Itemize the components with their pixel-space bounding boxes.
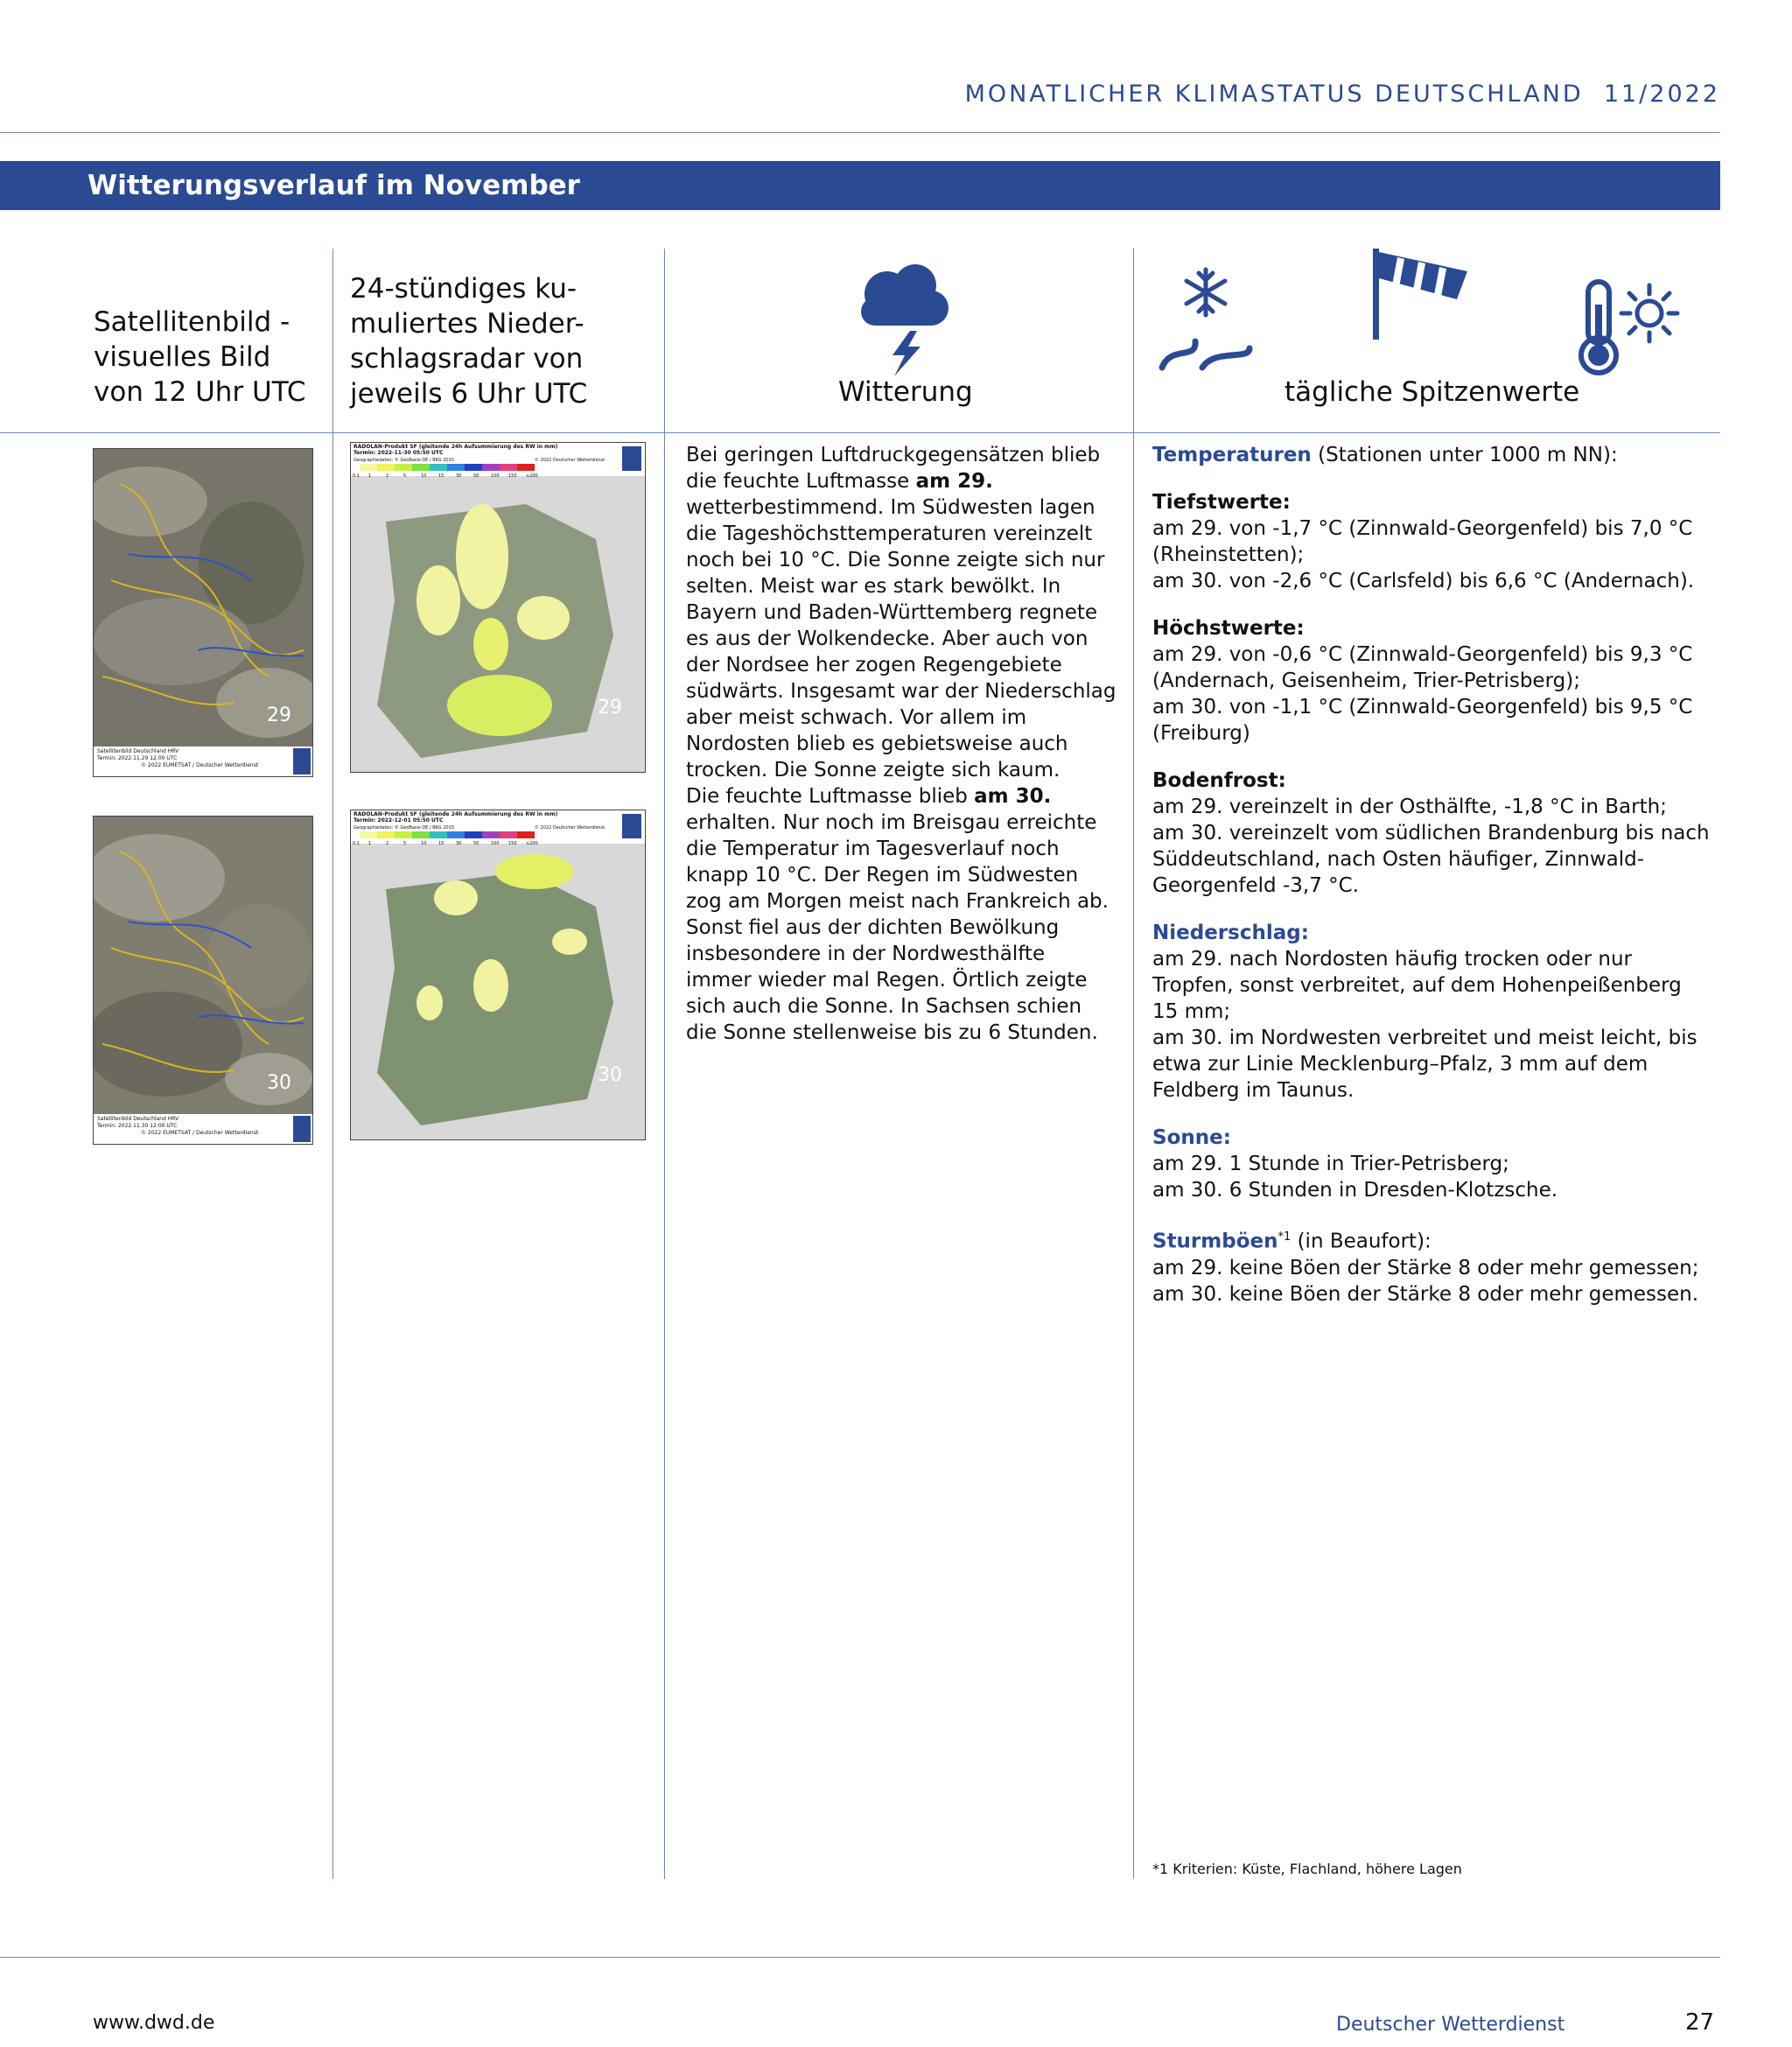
text-run: Die feuchte Luftmasse blieb xyxy=(686,785,975,808)
column-divider xyxy=(1133,249,1134,1879)
peaks-column-heading: tägliche Spitzenwerte xyxy=(1284,376,1580,408)
radar-image-30 xyxy=(350,810,646,1140)
value-line: am 29. von -0,6 °C (Zinnwald-Georgenfeld) bis 9,3 °C (Andernach, Geisenheim, Trier-Petrisberg); xyxy=(1152,643,1693,692)
footnote: *1 Kriterien: Küste, Flachland, höhere Lagen xyxy=(1152,1861,1462,1877)
image-caption xyxy=(97,748,258,769)
text-run: wetterbestimmend. Im Südwesten lagen die Tageshöchsttemperaturen vereinzelt noch bei 10 °C. Die Sonne zeigte sich nur selten. Meist war es stark bewölkt. In Bayern und Baden-Württemberg regnete es aus der Wolkendecke. Aber auch von der Nordsee her zogen Regengebiete südwärts. Insgesamt war der Niederschlag aber meist schwach. Vor allem im Nordosten blieb es gebietsweise auch trocken. Die Sonne zeigte sich kaum. xyxy=(686,496,1116,782)
subsection-label: Tiefstwerte: xyxy=(1152,491,1291,514)
radar-column-heading xyxy=(350,271,587,411)
value-line: am 29. von -1,7 °C (Zinnwald-Georgenfeld) bis 7,0 °C (Rheinstetten); xyxy=(1152,517,1693,566)
radar-scale-label: 15 xyxy=(438,841,444,846)
text-run: Bei geringen Luftdruckgegensätzen blieb die feuchte Luftmasse xyxy=(686,444,1101,493)
radar-caption xyxy=(354,444,557,456)
radar-scale-label: ≥200 xyxy=(526,841,538,846)
radar-scale-label: 150 xyxy=(508,473,517,479)
caption-line: © 2022 EUMETSAT / Deutscher Wetterdienst xyxy=(141,762,259,768)
value-line: am 30. im Nordwesten verbreitet und meist leicht, bis etwa zur Linie Mecklenburg–Pfalz, 3 mm auf dem Feldberg im Taunus. xyxy=(1152,1027,1698,1102)
radar-scale-label: 1 xyxy=(368,841,372,846)
snow-slippery-road-icon xyxy=(1153,264,1258,378)
thermometer-sun-icon xyxy=(1575,278,1680,376)
image-day-label: 29 xyxy=(598,697,622,719)
footnote-marker: *1 xyxy=(1278,1230,1292,1244)
image-caption xyxy=(97,1116,258,1137)
radar-scale-label: 0.1 xyxy=(353,841,360,846)
weather-paragraph-30 xyxy=(686,783,1116,1046)
radar-scale-label: 2 xyxy=(386,473,389,479)
footer-url[interactable]: www.dwd.de xyxy=(93,2012,215,2034)
precipitation xyxy=(1152,920,1712,1104)
document-header xyxy=(965,81,1720,108)
value-line: am 30. keine Böen der Stärke 8 oder mehr gemessen. xyxy=(1152,1282,1699,1306)
radar-scale-label: 1 xyxy=(368,473,372,479)
cloud-lightning-icon xyxy=(854,256,950,378)
caption-line: RADOLAN-Produkt SF (gleitende 24h Aufsummierung des RW in mm) xyxy=(354,811,558,817)
section-label: Sonne: xyxy=(1152,1126,1231,1149)
caption-line: Satellitenbild Deutschland HRV xyxy=(97,1116,179,1122)
caption-line: Satellitenbild Deutschland HRV xyxy=(97,748,179,754)
subsection-label: Bodenfrost: xyxy=(1152,769,1286,792)
section-note: (in Beaufort): xyxy=(1291,1230,1432,1253)
column-divider xyxy=(664,249,665,1879)
caption-line: RADOLAN-Produkt SF (gleitende 24h Aufsummierung des RW in mm) xyxy=(354,444,558,450)
heading-line: jeweils 6 Uhr UTC xyxy=(350,378,588,410)
ground-frost xyxy=(1152,768,1712,899)
value-line: am 30. 6 Stunden in Dresden-Klotzsche. xyxy=(1152,1179,1558,1202)
peak-values xyxy=(1152,442,1712,1328)
radar-credit: Geographiedaten: © GeoBasis-DE / BKG 2015 xyxy=(354,458,455,463)
section-note: (Stationen unter 1000 m NN): xyxy=(1311,444,1618,466)
radar-scale xyxy=(353,841,543,846)
radar-scale-label: 10 xyxy=(421,473,427,479)
radar-scale-label: 5 xyxy=(403,473,407,479)
table-header-divider xyxy=(0,432,1720,433)
subsection-label: Höchstwerte: xyxy=(1152,617,1305,640)
radar-scale-label: 30 xyxy=(456,473,462,479)
heading-line: schlagsradar von xyxy=(350,343,584,375)
storm-gusts xyxy=(1152,1224,1712,1307)
image-day-label: 30 xyxy=(598,1064,622,1086)
weather-narrative xyxy=(686,442,1116,1046)
footer-organization: Deutscher Wetterdienst xyxy=(1336,2014,1565,2036)
value-line: am 29. keine Böen der Stärke 8 oder mehr gemessen; xyxy=(1152,1256,1699,1279)
header-title: MONATLICHER KLIMASTATUS DEUTSCHLAND xyxy=(964,81,1584,108)
page-number: 27 xyxy=(1685,2009,1715,2036)
value-line: am 29. vereinzelt in der Osthälfte, -1,8 °C in Barth; xyxy=(1152,796,1667,818)
radar-scale-label: 100 xyxy=(491,473,500,479)
column-divider xyxy=(332,249,333,1879)
caption-line: Termin: 2022-12-01 05:50 UTC xyxy=(354,817,444,824)
header-issue: 11/2022 xyxy=(1603,81,1720,108)
header-divider xyxy=(0,132,1720,133)
windsock-icon xyxy=(1369,245,1474,343)
caption-line: © 2022 EUMETSAT / Deutscher Wetterdienst xyxy=(141,1130,259,1136)
date-emphasis: am 30. xyxy=(974,785,1052,808)
value-line: am 30. von -1,1 °C (Zinnwald-Georgenfeld) bis 9,5 °C (Freiburg) xyxy=(1152,696,1693,745)
caption-line: Termin: 2022-11-30 05:50 UTC xyxy=(354,450,444,456)
heading-line: 24-stündiges ku- xyxy=(350,273,578,305)
radar-scale-label: 30 xyxy=(456,841,462,846)
caption-line: Termin: 2022.11.29 12:00 UTC xyxy=(97,755,178,761)
sunshine xyxy=(1152,1125,1712,1203)
value-line: am 29. nach Nordosten häufig trocken oder nur Tropfen, sonst verbreitet, auf dem Hohenpeißenberg 15 mm; xyxy=(1152,948,1682,1023)
gust-heading xyxy=(1152,1224,1712,1255)
radar-scale-label: 100 xyxy=(491,841,500,846)
min-values xyxy=(1152,489,1712,594)
satellite-image-30 xyxy=(93,816,313,1145)
caption-line: Termin: 2022.11.30 12:00 UTC xyxy=(97,1123,178,1129)
max-values xyxy=(1152,615,1712,747)
radar-scale-label: 50 xyxy=(473,473,480,479)
radar-scale-label: 2 xyxy=(386,841,389,846)
radar-scale-label: 15 xyxy=(438,473,444,479)
radar-scale xyxy=(353,473,543,479)
radar-credit: Geographiedaten: © GeoBasis-DE / BKG 2015 xyxy=(354,825,455,831)
value-line: am 29. 1 Stunde in Trier-Petrisberg; xyxy=(1152,1153,1509,1175)
radar-scale-label: 0.1 xyxy=(353,473,360,479)
section-banner xyxy=(0,161,1720,210)
radar-scale-label: ≥200 xyxy=(526,473,538,479)
section-title: Witterungsverlauf im November xyxy=(88,170,580,201)
heading-line: muliertes Nieder- xyxy=(350,308,584,340)
weather-paragraph-29 xyxy=(686,442,1116,783)
section-label: Temperaturen xyxy=(1152,444,1312,466)
radar-scale-label: 5 xyxy=(403,841,407,846)
heading-line: Satellitenbild - xyxy=(94,306,290,338)
radar-copyright: © 2022 Deutscher Wetterdienst xyxy=(535,825,606,831)
value-line: am 30. von -2,6 °C (Carlsfeld) bis 6,6 °C (Andernach). xyxy=(1152,570,1695,592)
weather-column-heading: Witterung xyxy=(838,376,973,408)
radar-scale-label: 150 xyxy=(508,841,517,846)
radar-copyright: © 2022 Deutscher Wetterdienst xyxy=(535,458,606,463)
radar-image-29 xyxy=(350,442,646,773)
image-day-label: 30 xyxy=(267,1072,291,1094)
satellite-image-29 xyxy=(93,448,313,777)
image-day-label: 29 xyxy=(267,705,291,726)
radar-scale-label: 50 xyxy=(473,841,480,846)
date-emphasis: am 29. xyxy=(915,470,993,493)
heading-line: von 12 Uhr UTC xyxy=(94,376,306,408)
sat-column-heading xyxy=(94,305,306,410)
footer-divider xyxy=(0,1957,1720,1958)
radar-scale-label: 10 xyxy=(421,841,427,846)
section-label: Sturmböen xyxy=(1152,1230,1278,1253)
radar-caption xyxy=(354,811,557,824)
heading-line: visuelles Bild xyxy=(94,341,271,373)
value-line: am 30. vereinzelt vom südlichen Brandenburg bis nach Süddeutschland, nach Osten häufiger, Zinnwald-Georgenfeld -3,7 °C. xyxy=(1152,822,1710,897)
temperature-heading xyxy=(1152,442,1712,468)
section-label: Niederschlag: xyxy=(1152,922,1309,944)
text-run: erhalten. Nur noch im Breisgau erreichte die Temperatur im Tagesverlauf noch knapp 10 °C. Der Regen im Südwesten zog am Morgen meist nach Frankreich ab. Sonst fiel aus der dichten Bewölkung insbesondere in der Nordwesthälfte immer wieder mal Regen. Örtlich zeigte sich auch die Sonne. In Sachsen schien die Sonne stellenweise bis zu 6 Stunden. xyxy=(686,811,1109,1044)
